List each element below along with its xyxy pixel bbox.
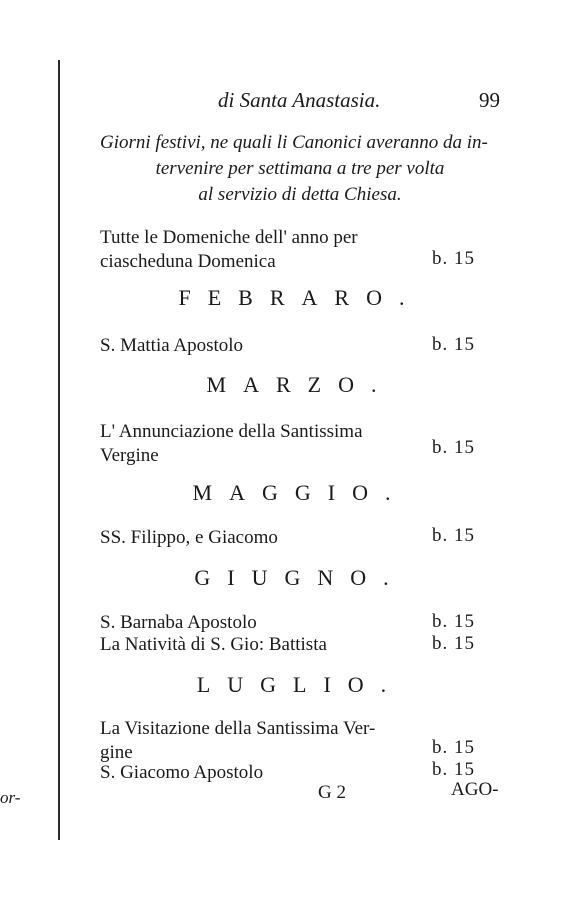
intro-heading bbox=[100, 130, 500, 208]
entry-sundays bbox=[100, 226, 358, 274]
amount: b. 15 bbox=[432, 334, 475, 355]
month-heading: MAGGIO. bbox=[192, 480, 408, 505]
intro-line: tervenire per settimana a tre per volta bbox=[155, 158, 445, 179]
month-heading: LUGLIO. bbox=[196, 672, 404, 697]
gutter-line bbox=[58, 60, 60, 840]
intro-line: al servizio di detta Chiesa. bbox=[198, 184, 402, 205]
amount: b. 15 bbox=[432, 437, 475, 458]
amount: b. 15 bbox=[432, 611, 475, 632]
entry-line: S. Barnaba Apostolo bbox=[100, 612, 257, 633]
entry-line: L' Annunciazione della Santissima bbox=[100, 421, 363, 442]
month-heading: MARZO. bbox=[206, 372, 394, 397]
amount: b. 15 bbox=[432, 633, 475, 654]
signature-mark: G 2 bbox=[318, 782, 346, 803]
amount: b. 15 bbox=[432, 759, 475, 780]
entry-ss-filippo bbox=[100, 526, 278, 550]
entry-line: S. Mattia Apostolo bbox=[100, 335, 244, 356]
month-heading: GIUGNO. bbox=[194, 565, 406, 590]
entry-nativita bbox=[100, 633, 327, 657]
running-head: di Santa Anastasia. bbox=[218, 88, 381, 112]
amount: b. 15 bbox=[432, 737, 475, 758]
entry-line: ciascheduna Domenica bbox=[100, 251, 276, 272]
entry-annunciazione bbox=[100, 420, 363, 468]
page-number: 99 bbox=[479, 88, 500, 112]
entry-s-mattia bbox=[100, 334, 243, 358]
entry-s-barnaba bbox=[100, 611, 257, 635]
entry-line: Vergine bbox=[100, 445, 159, 466]
amount: b. 15 bbox=[432, 248, 475, 269]
amount: b. 15 bbox=[432, 525, 475, 546]
entry-line: SS. Filippo, e Giacomo bbox=[100, 527, 278, 548]
month-heading: FEBRARO. bbox=[178, 285, 422, 310]
facing-page-fragment: or- bbox=[0, 788, 21, 807]
entry-line: gine bbox=[100, 742, 133, 763]
entry-line: S. Giacomo Apostolo bbox=[100, 762, 264, 783]
intro-line: Giorni festivi, ne quali li Canonici averanno da in- bbox=[100, 132, 488, 153]
entry-line: La Natività di S. Gio: Battista bbox=[100, 634, 327, 655]
entry-visitazione bbox=[100, 717, 375, 765]
entry-line: La Visitazione della Santissima Ver- bbox=[100, 718, 376, 739]
entry-s-giacomo bbox=[100, 761, 263, 785]
entry-line: Tutte le Domeniche dell' anno per bbox=[100, 227, 358, 248]
catchword: AGO- bbox=[451, 779, 499, 800]
